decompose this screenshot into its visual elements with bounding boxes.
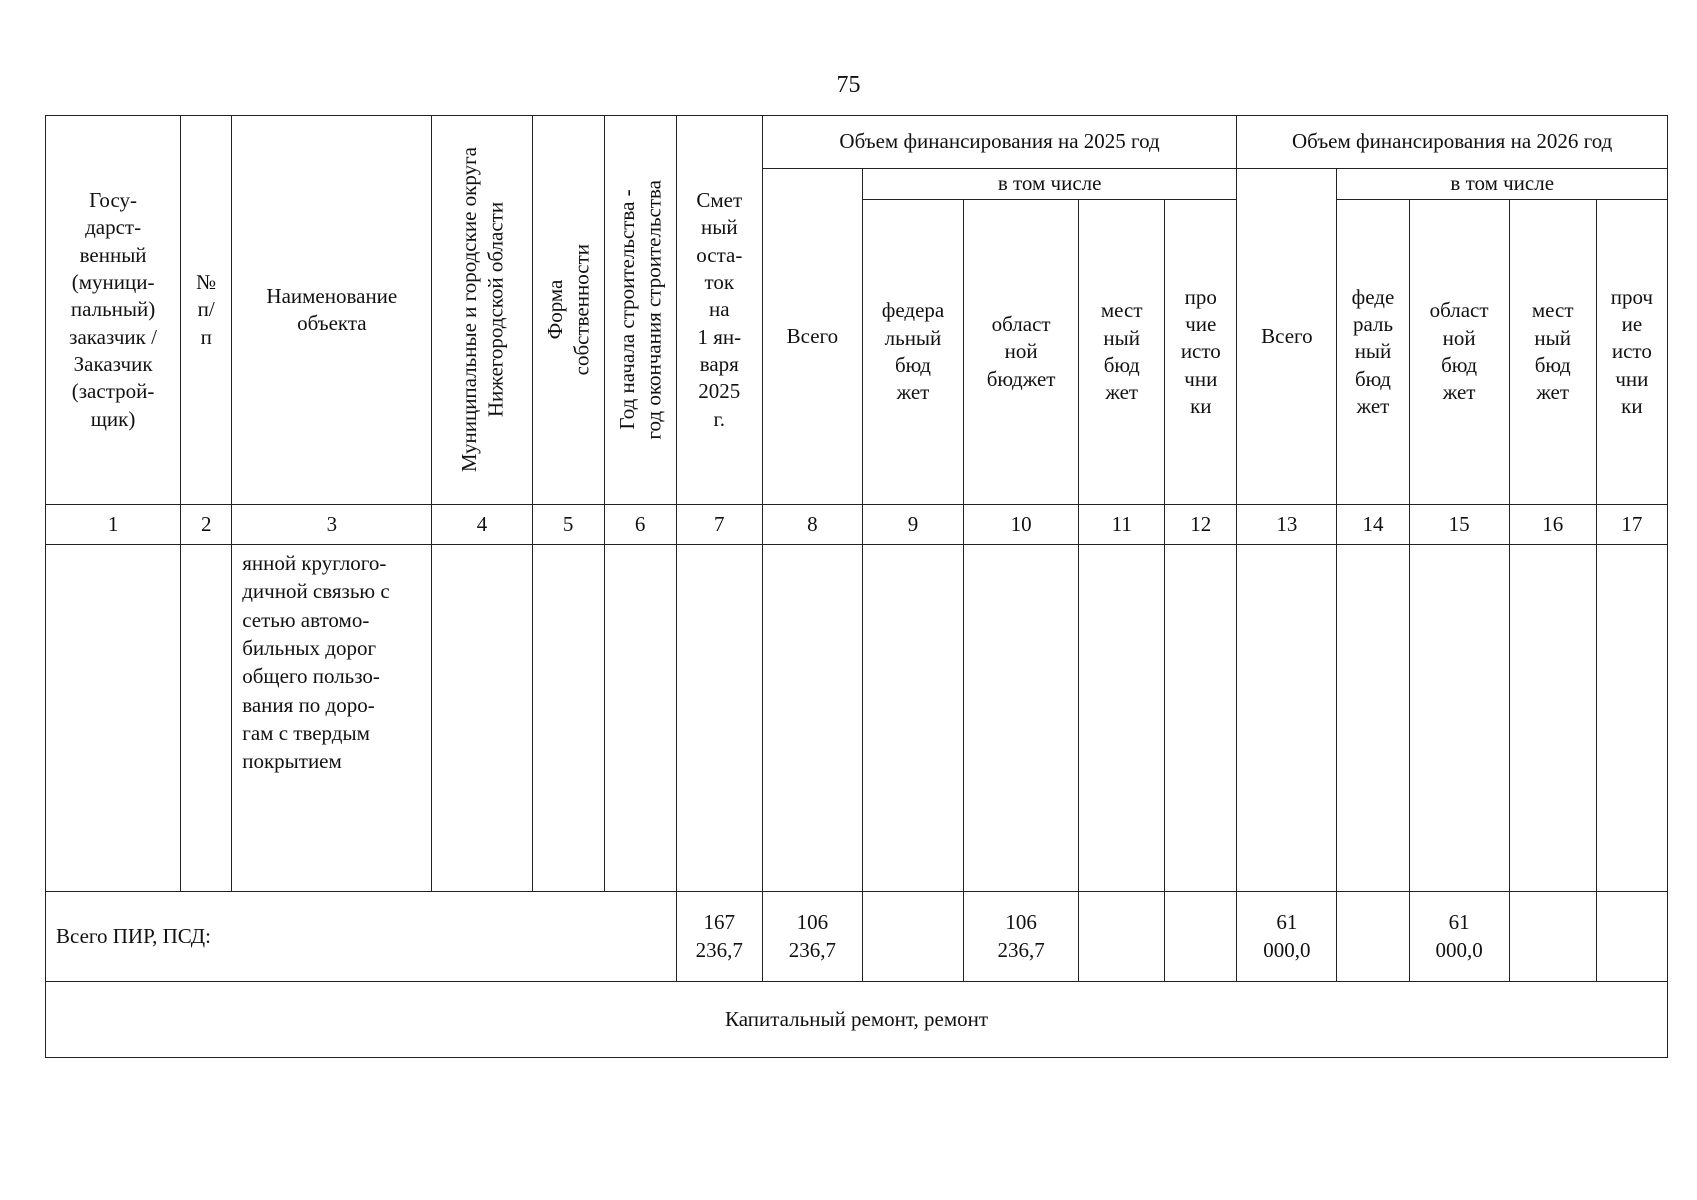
header-years-cell <box>604 116 676 505</box>
header-local-2026: мест ный бюд жет <box>1509 200 1596 505</box>
empty-cell <box>762 545 862 892</box>
empty-cell <box>1509 545 1596 892</box>
column-number: 10 <box>964 505 1079 545</box>
column-number: 14 <box>1337 505 1409 545</box>
column-number: 3 <box>232 505 432 545</box>
header-districts-cell <box>432 116 532 505</box>
header-districts: Муниципальные и городские округа Нижегородской области <box>456 147 507 473</box>
column-number: 15 <box>1409 505 1509 545</box>
empty-cell <box>862 545 963 892</box>
header-regional-2025: област ной бюджет <box>964 200 1079 505</box>
empty-cell <box>1337 892 1409 982</box>
header-local-2025: мест ный бюд жет <box>1079 200 1165 505</box>
empty-cell <box>1079 892 1165 982</box>
total-remainder: 167 236,7 <box>676 892 762 982</box>
page-number: 75 <box>836 72 861 98</box>
total-row <box>46 892 1668 982</box>
header-including-2026: в том числе <box>1337 169 1668 200</box>
empty-cell <box>432 545 532 892</box>
column-number: 7 <box>676 505 762 545</box>
financing-table <box>45 115 1668 1058</box>
empty-cell <box>532 545 604 892</box>
header-object-name: Наименование объекта <box>232 116 432 505</box>
header-customer: Госу- дарст- венный (муници- пальный) заказчик / Заказчик (застрой- щик) <box>46 116 181 505</box>
column-number: 8 <box>762 505 862 545</box>
column-number: 17 <box>1596 505 1667 545</box>
header-other-2025: про чие исто чни ки <box>1165 200 1237 505</box>
column-number: 11 <box>1079 505 1165 545</box>
empty-cell <box>1596 892 1667 982</box>
total-2026-sum: 61 000,0 <box>1237 892 1337 982</box>
empty-cell <box>1509 892 1596 982</box>
object-name-continued: янной круглого- дичной связью с сетью автомо- бильных дорог общего пользо- вания по доро- гам с твердым покрытием <box>232 545 432 892</box>
column-number: 6 <box>604 505 676 545</box>
section-row <box>46 982 1668 1058</box>
empty-cell <box>862 892 963 982</box>
column-number: 2 <box>181 505 232 545</box>
empty-cell <box>1409 545 1509 892</box>
empty-cell <box>1079 545 1165 892</box>
column-number: 4 <box>432 505 532 545</box>
empty-cell <box>964 545 1079 892</box>
header-total-2026: Всего <box>1237 169 1337 505</box>
total-label: Всего ПИР, ПСД: <box>46 892 677 982</box>
empty-cell <box>604 545 676 892</box>
empty-cell <box>1237 545 1337 892</box>
header-funding-2026: Объем финансирования на 2026 год <box>1237 116 1668 169</box>
section-title: Капитальный ремонт, ремонт <box>46 982 1668 1058</box>
empty-cell <box>1337 545 1409 892</box>
column-numbers-row <box>46 505 1668 545</box>
column-number: 13 <box>1237 505 1337 545</box>
header-number: № п/ п <box>181 116 232 505</box>
header-total-2025: Всего <box>762 169 862 505</box>
empty-cell <box>46 545 181 892</box>
column-number: 12 <box>1165 505 1237 545</box>
header-federal-2025: федера льный бюд жет <box>862 200 963 505</box>
header-including-2025: в том числе <box>862 169 1236 200</box>
header-regional-2026: област ной бюд жет <box>1409 200 1509 505</box>
column-number: 16 <box>1509 505 1596 545</box>
header-other-2026: проч ие исто чни ки <box>1596 200 1667 505</box>
total-2026-regional: 61 000,0 <box>1409 892 1509 982</box>
empty-cell <box>1165 892 1237 982</box>
empty-cell <box>676 545 762 892</box>
column-number: 9 <box>862 505 963 545</box>
column-number: 5 <box>532 505 604 545</box>
column-number: 1 <box>46 505 181 545</box>
empty-cell <box>1596 545 1667 892</box>
header-years: Год начала строительства - год окончания строительства <box>614 180 666 440</box>
header-funding-2025: Объем финансирования на 2025 год <box>762 116 1237 169</box>
total-2025-regional: 106 236,7 <box>964 892 1079 982</box>
header-remainder: Смет ный оста- ток на 1 ян- варя 2025 г. <box>676 116 762 505</box>
header-ownership: Форма собственности <box>542 244 594 376</box>
empty-cell <box>181 545 232 892</box>
total-2025-sum: 106 236,7 <box>762 892 862 982</box>
continued-object-row <box>46 545 1668 892</box>
header-federal-2026: феде раль ный бюд жет <box>1337 200 1409 505</box>
header-ownership-cell <box>532 116 604 505</box>
empty-cell <box>1165 545 1237 892</box>
